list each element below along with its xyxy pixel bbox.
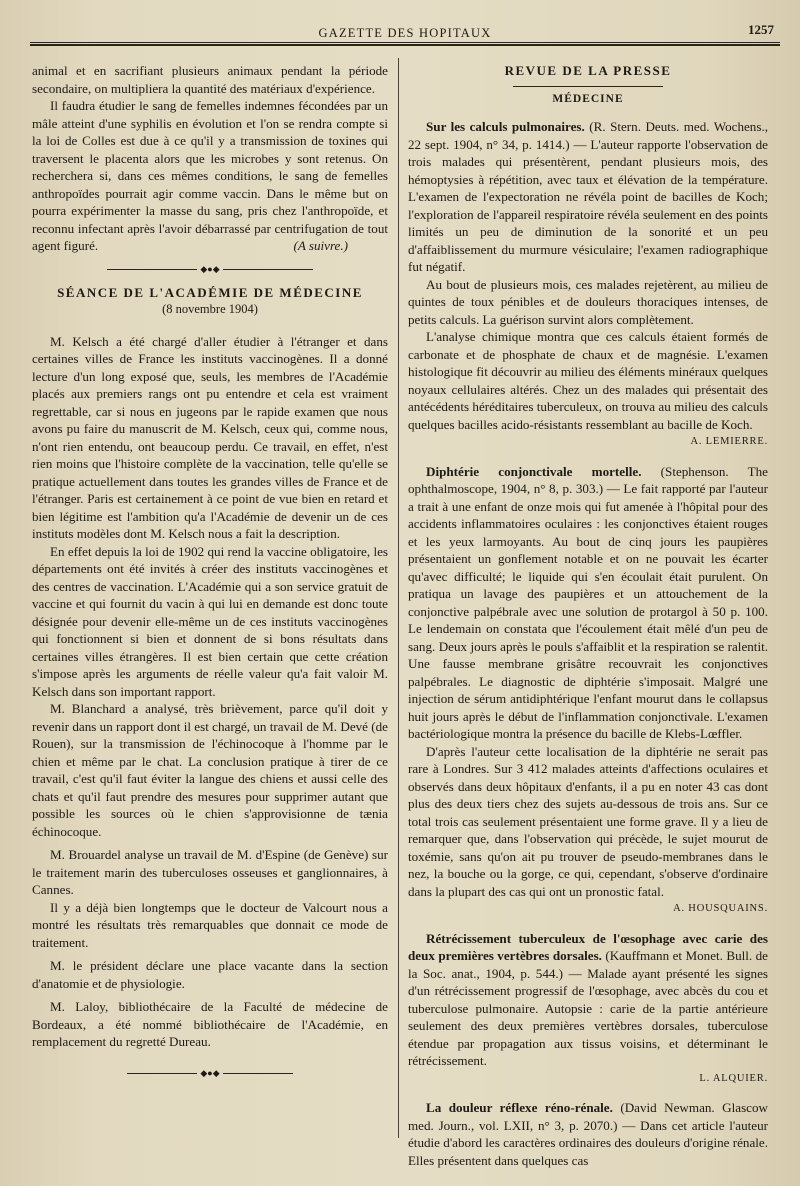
left-column: [32, 62, 388, 1082]
article-text: Le fait rapporté par l'auteur a trait à une enfant de onze mois qui fut amenée à l'hôpital pour des accidents inflammatoires oculaires : les conjonctives étaient rouges et les yeux larmoyants. Au bout de cinq jours les paupières présentaient un gonflement notable et on ne pouvait les écarter qu'avec difficulté; le liquide qui s'en écoulait était purulent. On pratiqua un lavage des paupières et un attouchement de la conjonctive palpébrale avec une solution de protargol à 50 p. 100. Le lendemain on constata que l'écoulement était mêlé d'un peu de sang. Deux jours après le pouls s'affaiblit et la respiration se ralentit. Une fausse membrane grisâtre recouvrait les conjonctives palpébrales. Le diagnostic de diphtérie s'imposait. Malgré une injection de sérum antidiphtérique l'enfant mourut dans le collapsus huit jours après le début de l'inflammation conjonctivale. L'examen bactériologique montra la présence du bacille de Klebs-Lœffler.: [408, 481, 768, 741]
paragraph: M. Blanchard a analysé, très brièvement, parce qu'il doit y revenir dans un rapport dont il est chargé, un travail de M. Devé (de Rouen), sur la transmission de l'échinocoque à l'homme par le chien et même par le chat. La conclusion pratique à tirer de ce travail, c'est qu'il faut éviter la langue des chiens et aussi celle des chats et qu'il faut prendre des mesures pour supprimer autant que possible les sources où le chien s'approvisionne de tænia échinocoque.: [32, 701, 388, 839]
article-douleur: [408, 1099, 768, 1169]
paragraph: M. Laloy, bibliothécaire de la Faculté de médecine de Bordeaux, a été nommé bibliothécaire de l'Académie, en remplacement du regretté Dureau.: [32, 999, 388, 1049]
paragraph: D'après l'auteur cette localisation de la diphtérie ne serait pas rare à Londres. Sur 3 412 malades atteints d'affections oculaires et observés dans deux hôpitaux d'enfants, il a pu en noter 43 cas dont plus des deux tiers chez des sujets au-dessous de trois ans. Sur ce total trois cas seulement présentaient une forme grave. Il y a lieu de remarquer que, dans l'observation qui précède, le sujet mourut de toxémie, sans qu'on ait pu trouver de pseudo-membranes dans le nez, la bouche ou la gorge, ce qui, cependant, s'observe d'ordinaire dans la plupart des cas qui ont un pronostic fatal.: [408, 743, 768, 899]
article-reference: (Kauffmann et Monet. Bull. de la Soc. anat., 1904, p. 544.) —: [408, 948, 768, 981]
journal-title: GAZETTE DES HOPITAUX: [318, 26, 492, 40]
paragraph: M. le président déclare une place vacante dans la section d'anatomie et de physiologie.: [32, 958, 388, 991]
article-reference: (R. Stern. Deuts. med. Wochens., 22 sept. 1904, n° 34, p. 1414.) —: [408, 119, 768, 152]
article-oesophage: [408, 930, 768, 1070]
section-date: (8 novembre 1904): [162, 302, 258, 316]
article-reference: (Stephenson. The ophthalmoscope, 1904, n° 8, p. 303.) —: [408, 463, 768, 496]
article-title: Rétrécissement tuberculeux de l'œsophage avec carie des deux premières vertèbres dorsales.: [408, 930, 768, 963]
suivre-note: (A suivre.): [293, 238, 348, 253]
signature: A. HOUSQUAINS.: [673, 903, 768, 914]
article-reference: (David Newman. Glascow med. Journ., vol. LXII, n° 3, p. 2070.) —: [408, 1100, 768, 1133]
header-rule: [30, 42, 780, 46]
signature: A. LEMIERRE.: [690, 436, 768, 447]
article-text: Malade ayant présenté les signes d'un rétrécissement progressif de l'œsophage, avec abcès du cou et tuberculose pulmonaire. Autopsie : carie de la partie antérieure seulement des deux premières vertèbres dorsales, tuberculose étendue par propagation aux tissus voisins, et déterminant le rétrécissement.: [408, 965, 768, 1068]
article-title: La douleur réflexe réno-rénale.: [426, 1100, 613, 1115]
paragraph: animal et en sacrifiant plusieurs animaux pendant la période secondaire, on multipliera la quantité des matériaux d'expérience.: [32, 63, 388, 96]
paragraph: En effet depuis la loi de 1902 qui rend la vaccine obligatoire, les départements ont été invités à créer des instituts vaccinogènes et des centres de vaccination. L'Académie qui a son service gratuit de vaccine et qui fournit du vacin à qui lui en demande est donc toute désignée pour devenir elle-même un de ces instituts vaccinogènes qui fonctionnent si bien et donnent de si bons résultats dans certaines villes étrangères. Il est bien certain que cette création s'impose après les arguments de réelle valeur qu'a fait valoir M. Kelsch dans son important rapport.: [32, 543, 388, 699]
column-divider: [398, 58, 399, 1138]
signature: L. ALQUIER.: [699, 1072, 768, 1084]
paragraph: Il y a déjà bien longtemps que le docteur de Valcourt nous a montré les résultats très remarquables que donnait ce mode de traitement.: [32, 899, 388, 950]
subsection-title: MÉDECINE: [552, 92, 624, 105]
subsection-rule: [513, 86, 663, 87]
article-title: Sur les calculs pulmonaires.: [426, 119, 585, 134]
article-title: Diphtérie conjonctivale mortelle.: [426, 463, 642, 479]
paragraph-text: Il faudra étudier le sang de femelles indemnes fécondées par un mâle atteint d'une syphilis en évolution et l'on se rendra compte si la loi de Colles est due à ce qu'il y a transmission de toxines qui traversent le placenta alors que les microbes y sont retenus. On recherchera si, dans ces mêmes conditions, le sang de femelles anthropoïdes pourrait agir comme vaccin. Dans le même but on pourra expérimenter la masse du sang, pris chez l'anthropoïde, et reconnu infectant après l'avoir débarrassé par centrifugation de tout agent figuré.: [32, 98, 388, 253]
section-title-revue: REVUE DE LA PRESSE: [504, 63, 672, 78]
article-text: L'auteur rapporte l'observation de trois malades qui présentèrent, pendant plusieurs mois, des hémoptysies à répétition, avec taux et élévation de la température. L'examen de l'expectoration ne révéla point de bacilles de Koch; l'exploration de l'appareil respiratoire révéla seulement en des points limités un peu de diminution de la sonorité et un peu d'affaiblissement du murmure vésiculaire; l'examen radiographique fut négatif.: [408, 136, 768, 274]
section-title-academie: SÉANCE DE L'ACADÉMIE DE MÉDECINE: [57, 284, 363, 300]
article-calculs: [408, 118, 768, 276]
paragraph: [32, 97, 388, 255]
article-diphterie: [408, 463, 768, 743]
page-header: [30, 22, 780, 42]
paragraph: L'analyse chimique montra que ces calculs étaient formés de carbonate et de phosphate de chaux et de magnésie. L'examen histologique fit découvrir au milieu des éléments minéraux quelques noyaux cellulaires altérés. Chez un des malades qui présentait des antécédents héréditaires tuberculeux, on trouva au milieu des calculs quelques bacilles acido-résistants ressemblant au bacille de Koch.: [408, 329, 768, 432]
separator-ornament: ◆●◆: [32, 265, 388, 274]
paragraph: M. Brouardel analyse un travail de M. d'Espine (de Genève) sur le traitement marin des tuberculoses osseuses et ganglionnaires, à Cannes.: [32, 847, 388, 897]
right-column: [408, 62, 768, 1169]
paragraph: Au bout de plusieurs mois, ces malades rejetèrent, au milieu de quintes de toux pénibles et de douleurs thoraciques intenses, de petits calculs. La guérison survint alors complètement.: [408, 276, 768, 327]
article-text: Dans cet article l'auteur étudie d'abord les caractères ordinaires des douleurs d'origine rénale. Elles présentent dans quelques cas: [408, 1117, 768, 1168]
paragraph: M. Kelsch a été chargé d'aller étudier à l'étranger et dans certaines villes de France les instituts vaccinogènes. Il a donné lecture d'un long exposé que, seuls, les membres de l'Académie placés aux premiers rangs ont pu entendre et cela est vraiment regrettable, car si nous en jugeons par le rapide examen que nous avons pu faire du manuscrit de M. Kelsch, ceux qui, comme nous, n'ont rien entendu, ont beaucoup perdu. Ce travail, en effet, n'est rien moins que l'histoire complète de la vaccination, telle qu'elle se pratique actuellement dans toutes les grandes villes de France et de l'étranger. Paris est certainement à ce point de vue bien en retard et bien légitime est l'ambition qu'a l'Académie de devenir un de ces instituts modèles dont M. Kelsch nous a fait la description.: [32, 333, 388, 541]
end-ornament: ◆●◆: [32, 1065, 388, 1083]
page-number: 1257: [748, 22, 774, 37]
